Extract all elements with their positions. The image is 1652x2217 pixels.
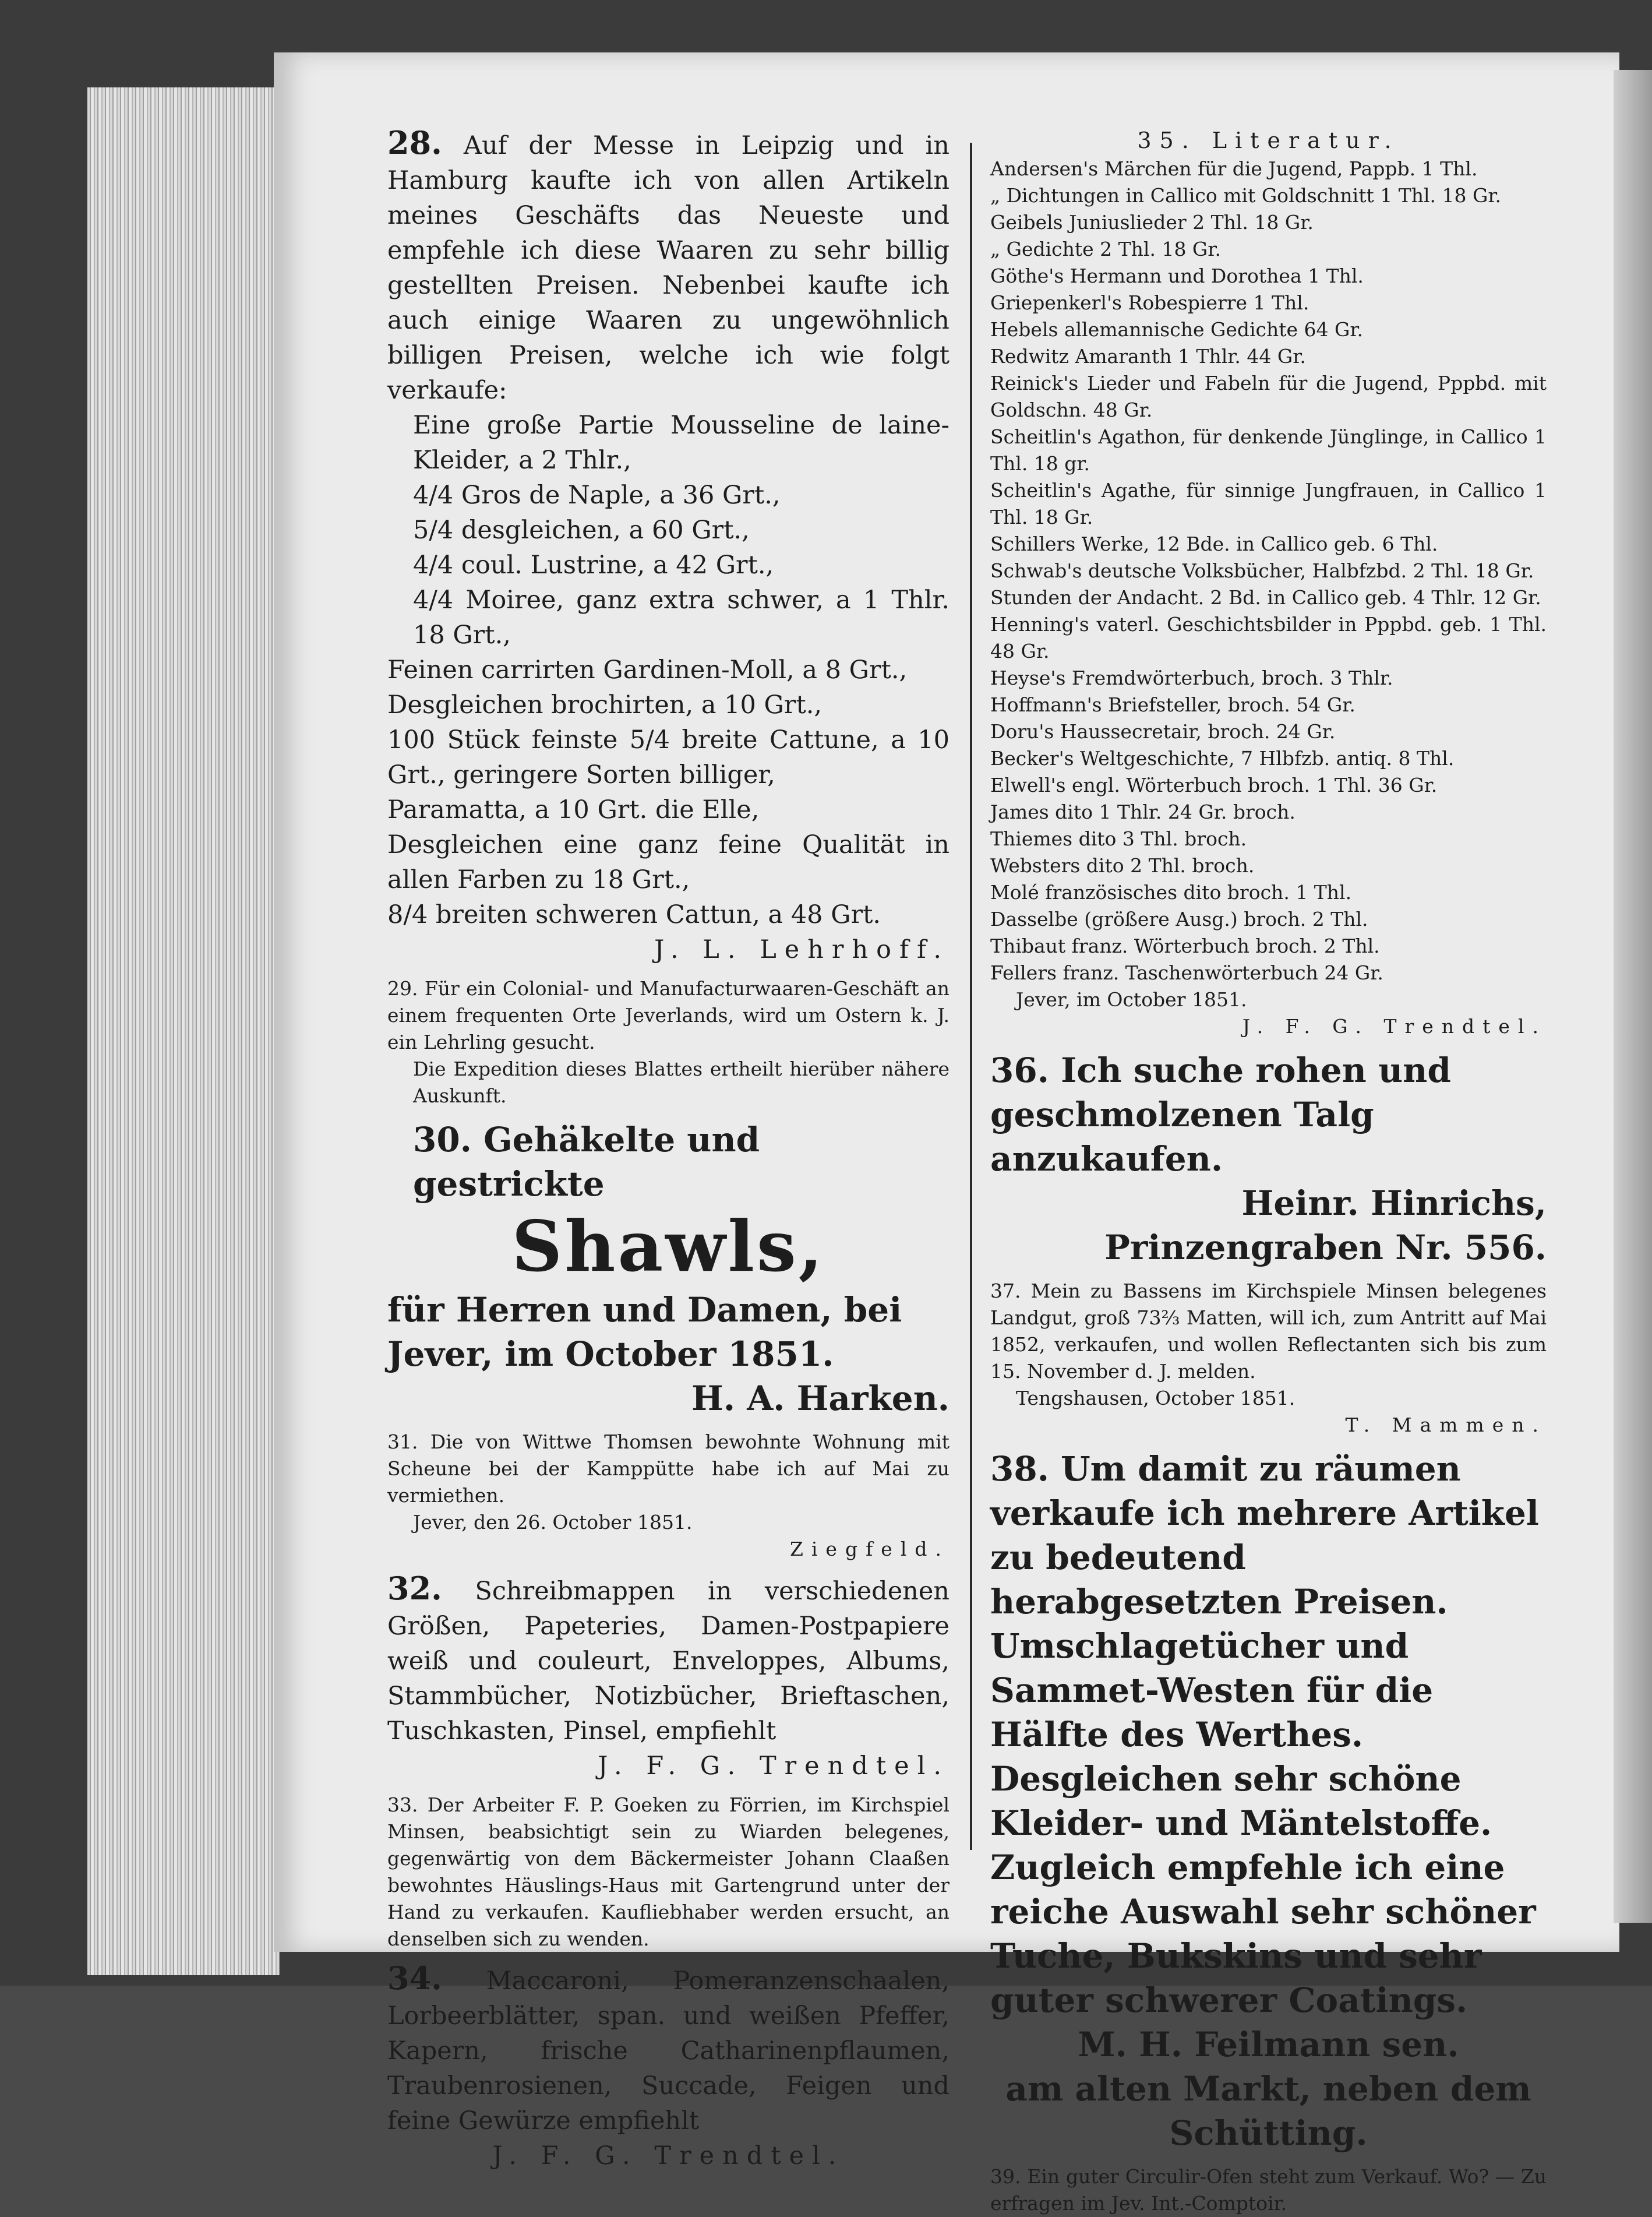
book-list-item: Scheitlin's Agathe, für sinnige Jungfrauen, in Callico 1 Thl. 18 Gr.	[990, 479, 1547, 528]
book-list-item: Göthe's Hermann und Dorothea 1 Thl.	[990, 265, 1364, 287]
ad-28-item: Eine große Partie Mousseline de laine-Kleider, a 2 Thlr.,	[413, 411, 949, 475]
ad-28-item: 4/4 coul. Lustrine, a 42 Grt.,	[413, 551, 774, 580]
ad-35-title: 35. Literatur.	[1137, 128, 1400, 153]
right-column	[990, 125, 1547, 2217]
book-list-item: „ Dichtungen in Callico mit Goldschnitt 1 Thl. 18 Gr.	[990, 184, 1501, 207]
left-column	[387, 125, 949, 2173]
ad-30-line-1: für Herren und Damen, bei	[387, 1290, 902, 1330]
ad-31-date: Jever, den 26. October 1851.	[413, 1511, 693, 1534]
ad-29-note: Die Expedition dieses Blattes ertheilt hierüber nähere Auskunft.	[413, 1058, 949, 1107]
book-list-item: Dasselbe (größere Ausg.) broch. 2 Thl.	[990, 908, 1368, 930]
ad-29: 29. Für ein Colonial- und Manufacturwaaren-Geschäft an einem frequenten Orte Jeverlands, wird um Ostern k. J. ein Lehrling gesucht.	[387, 977, 949, 1053]
ad-32-number: 32.	[387, 1570, 442, 1607]
ad-28-item: 100 Stück feinste 5/4 breite Cattune, a 10 Grt., geringere Sorten billiger,	[387, 725, 949, 789]
ad-36-signature-address: Prinzengraben Nr. 556.	[1104, 1228, 1547, 1267]
book-list-item: Reinick's Lieder und Fabeln für die Jugend, Pppbd. mit Goldschn. 48 Gr.	[990, 372, 1547, 421]
book-list-item: Redwitz Amaranth 1 Thlr. 44 Gr.	[990, 345, 1306, 368]
ad-34	[387, 1961, 949, 2138]
ad-28-item: 5/4 desgleichen, a 60 Grt.,	[413, 516, 750, 545]
ad-30-signature: H. A. Harken.	[691, 1379, 949, 1418]
book-list-item: Websters dito 2 Thl. broch.	[990, 854, 1255, 877]
book-list-item: Becker's Weltgeschichte, 7 Hlbfzb. antiq. 8 Thl.	[990, 747, 1455, 770]
book-page-edges	[87, 87, 280, 1975]
ad-33: 33. Der Arbeiter F. P. Goeken zu Förrien, im Kirchspiel Minsen, beabsichtigt sein zu Wiarden belegenes, gegenwärtig von dem Bäckermeister Johann Claaßen bewohntes Häuslings-Haus mit Gartengrund unter der Hand zu verkaufen. Kaufliebhaber werden ersucht, an denselben sich zu wenden.	[387, 1793, 949, 1950]
ad-32-signature: J. F. G. Trendtel.	[598, 1751, 949, 1781]
book-list-item: Doru's Haussecretair, broch. 24 Gr.	[990, 720, 1336, 743]
book-list-item: Geibels Juniuslieder 2 Thl. 18 Gr.	[990, 211, 1314, 234]
ad-39: 39. Ein guter Circulir-Ofen steht zum Verkauf. Wo? — Zu erfragen im Jev. Int.-Comptoir.	[990, 2165, 1547, 2215]
ad-31-signature: Ziegfeld.	[789, 1538, 949, 1560]
book-list-item: James dito 1 Thlr. 24 Gr. broch.	[990, 801, 1296, 823]
ad-28-item: Paramatta, a 10 Grt. die Elle,	[387, 795, 760, 824]
book-list-item: Hoffmann's Briefsteller, broch. 54 Gr.	[990, 693, 1356, 716]
ad-34-signature: J. F. G. Trendtel.	[492, 2141, 845, 2170]
book-list-item: Elwell's engl. Wörterbuch broch. 1 Thl. 36 Gr.	[990, 774, 1438, 796]
book-list-item: Henning's vaterl. Geschichtsbilder in Pppbd. geb. 1 Thl. 48 Gr.	[990, 613, 1547, 662]
book-list-item: Fellers franz. Taschenwörterbuch 24 Gr.	[990, 961, 1383, 984]
book-list-item: Griepenkerl's Robespierre 1 Thl.	[990, 291, 1309, 314]
ad-35-date: Jever, im October 1851.	[1016, 988, 1247, 1011]
book-list-item: Schillers Werke, 12 Bde. in Callico geb. 6 Thl.	[990, 533, 1438, 555]
ad-30-title: 30. Gehäkelte und gestrickte	[413, 1120, 760, 1204]
book-list-item: Heyse's Fremdwörterbuch, broch. 3 Thlr.	[990, 667, 1393, 689]
book-list-item: Andersen's Märchen für die Jugend, Pappb. 1 Thl.	[990, 157, 1478, 180]
ad-30-headline: Shawls,	[511, 1206, 825, 1288]
book-list-item: Molé französisches dito broch. 1 Thl.	[990, 881, 1352, 904]
ad-37: 37. Mein zu Bassens im Kirchspiele Minsen belegenes Landgut, groß 73⅔ Matten, will ich, zum Antritt auf Mai 1852, verkaufen, und wollen Reflectanten sich bis zum 15. November d. J. melden.	[990, 1280, 1547, 1383]
book-list-item: Stunden der Andacht. 2 Bd. in Callico geb. 4 Thlr. 12 Gr.	[990, 586, 1541, 609]
ad-28-signature: J. L. Lehrhoff.	[654, 935, 949, 964]
ad-34-number: 34.	[387, 1959, 442, 1997]
ad-38-offer: Umschlagetücher und Sammet-Westen für die Hälfte des Werthes. Desgleichen sehr schöne Kleider- und Mäntelstoffe.	[990, 1626, 1492, 1843]
book-list-item: Scheitlin's Agathon, für denkende Jünglinge, in Callico 1 Thl. 18 gr.	[990, 425, 1547, 475]
book-list-item: Thibaut franz. Wörterbuch broch. 2 Thl.	[990, 935, 1380, 957]
ad-37-signature: T. Mammen.	[1345, 1414, 1547, 1436]
ad-36: 36. Ich suche rohen und geschmolzenen Talg anzukaufen.	[990, 1051, 1451, 1179]
ad-36-signature-name: Heinr. Hinrichs,	[1241, 1183, 1547, 1223]
book-list-item: Thiemes dito 3 Thl. broch.	[990, 827, 1247, 850]
ad-28-item: 4/4 Moiree, ganz extra schwer, a 1 Thlr. 18 Grt.,	[413, 586, 949, 650]
ad-32-text: Schreibmappen in verschiedenen Größen, Papeteries, Damen-Postpapiere weiß und couleurt, Enveloppes, Albums, Stammbücher, Notizbücher, Brieftaschen, Tuschkasten, Pinsel, empfiehlt	[387, 1577, 949, 1746]
ad-37-date: Tengshausen, October 1851.	[1016, 1387, 1296, 1409]
ad-35-signature: J. F. G. Trendtel.	[1242, 1015, 1547, 1038]
ad-38-signature-name: M. H. Feilmann sen.	[1078, 2025, 1459, 2064]
ad-38-signature-address: am alten Markt, neben dem Schütting.	[1005, 2069, 1531, 2153]
ad-38-selection: Zugleich empfehle ich eine reiche Auswahl sehr schöner Tuche, Bukskins und sehr guter schwerer Coatings.	[990, 1848, 1536, 2020]
ad-28-item: Desgleichen eine ganz feine Qualität in allen Farben zu 18 Grt.,	[387, 830, 949, 894]
column-divider	[970, 143, 972, 1850]
book-binding-edge	[1614, 70, 1652, 1923]
ad-38: 38. Um damit zu räumen verkaufe ich mehrere Artikel zu bedeutend herabgesetzten Preisen.	[990, 1449, 1539, 1622]
ad-30-line-2: Jever, im October 1851.	[387, 1334, 834, 1374]
ad-28-item: Feinen carrirten Gardinen-Moll, a 8 Grt.,	[387, 655, 908, 685]
ad-28	[387, 125, 949, 408]
ad-34-text: Maccaroni, Pomeranzenschaalen, Lorbeerblätter, span. und weißen Pfeffer, Kapern, frische Catharinenpflaumen, Traubenrosienen, Succade, Feigen und feine Gewürze empfiehlt	[387, 1966, 949, 2135]
ad-28-intro: Auf der Messe in Leipzig und in Hamburg kaufte ich von allen Artikeln meines Geschäfts das Neueste und empfehle ich diese Waaren zu sehr billig gestellten Preisen. Nebenbei kaufte ich auch einige Waaren zu ungewöhnlich billigen Preisen, welche ich wie folgt verkaufe:	[387, 131, 949, 405]
ad-28-number: 28.	[387, 124, 442, 161]
ad-28-item: 8/4 breiten schweren Cattun, a 48 Grt.	[387, 900, 881, 929]
ad-28-item: 4/4 Gros de Naple, a 36 Grt.,	[413, 481, 781, 510]
ad-28-item: Desgleichen brochirten, a 10 Grt.,	[387, 690, 823, 720]
book-list-item: Hebels allemannische Gedichte 64 Gr.	[990, 318, 1364, 341]
ad-32	[387, 1571, 949, 1749]
book-list-item: Schwab's deutsche Volksbücher, Halbfzbd. 2 Thl. 18 Gr.	[990, 559, 1534, 582]
book-list-item: „ Gedichte 2 Thl. 18 Gr.	[990, 238, 1221, 260]
ad-31: 31. Die von Wittwe Thomsen bewohnte Wohnung mit Scheune bei der Kamppütte habe ich auf Mai zu vermiethen.	[387, 1430, 949, 1507]
